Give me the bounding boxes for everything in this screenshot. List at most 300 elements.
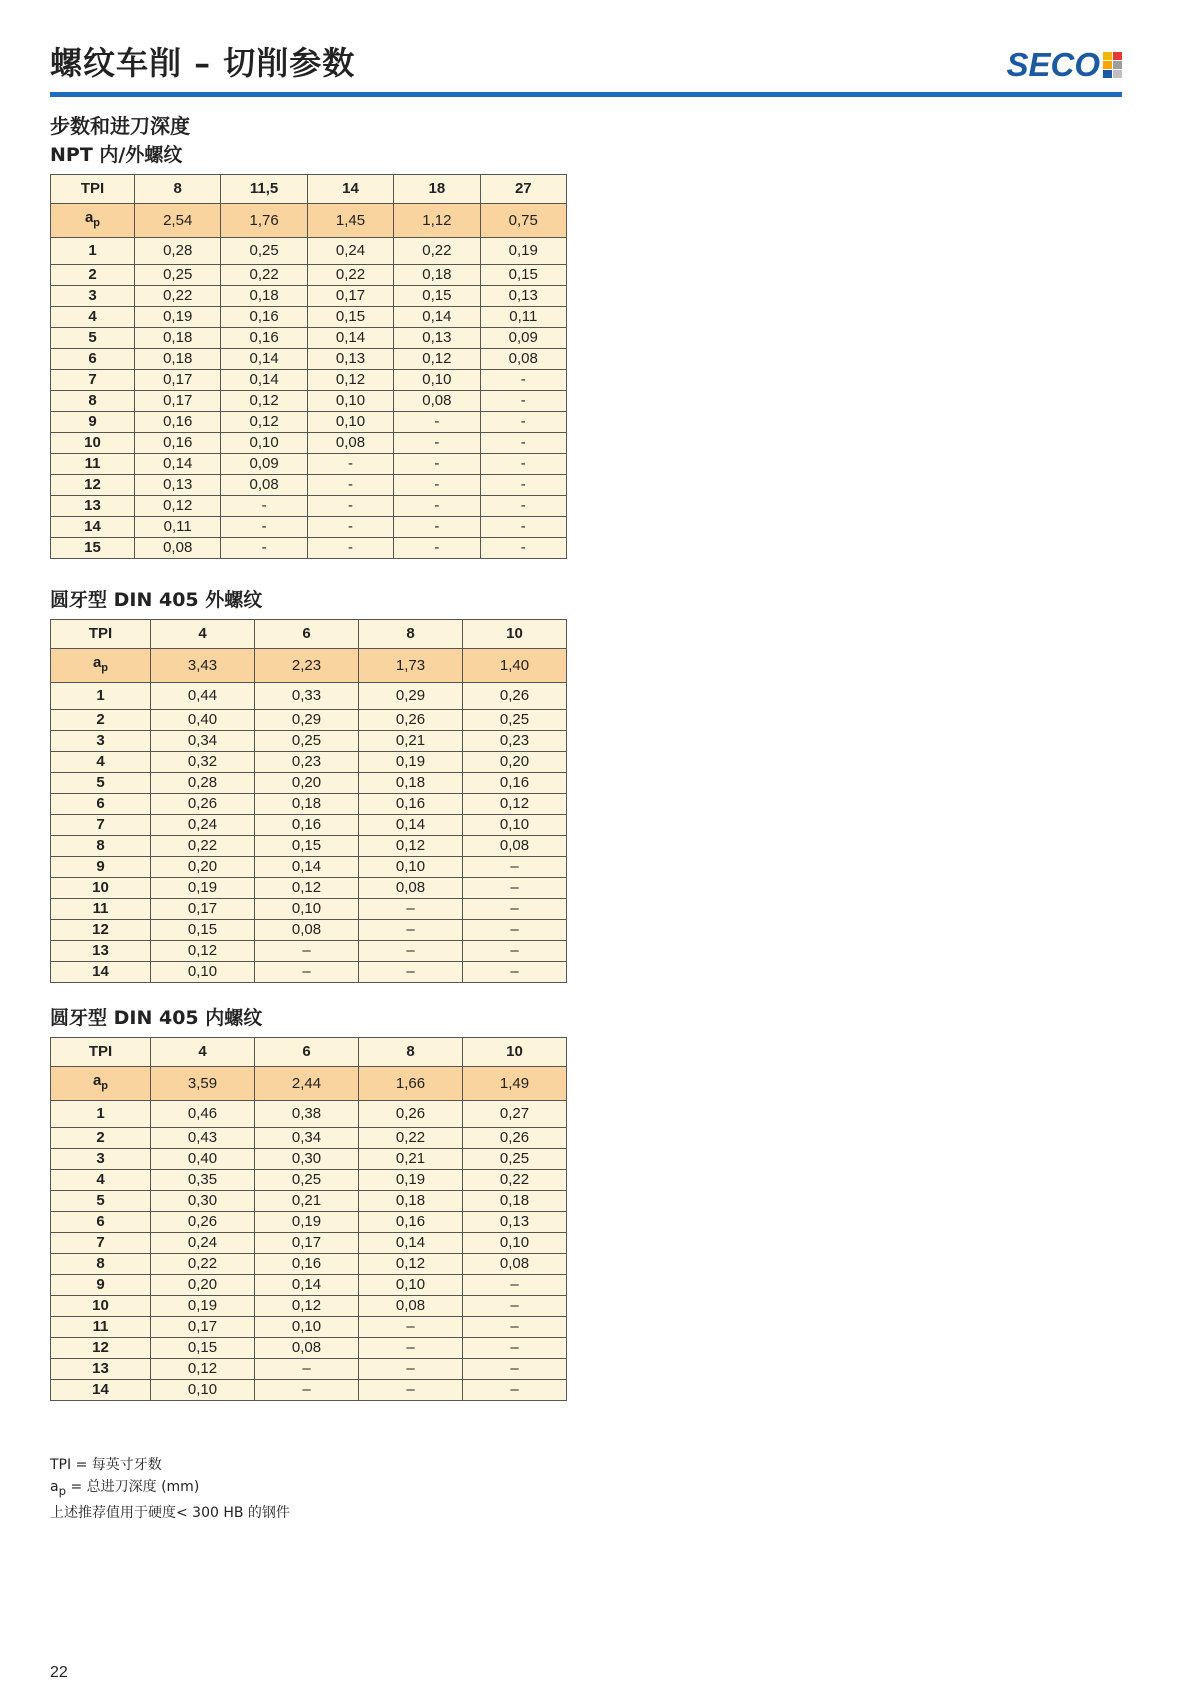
depth-value-cell: 0,11	[135, 517, 221, 538]
depth-value-cell: –	[463, 899, 567, 920]
depth-value-cell: 0,10	[359, 857, 463, 878]
pass-number-cell: 9	[51, 1275, 151, 1296]
depth-value-cell: -	[394, 538, 480, 559]
tpi-column-header: 4	[151, 1038, 255, 1067]
pass-number-cell: 14	[51, 1380, 151, 1401]
pass-row	[51, 1338, 567, 1359]
depth-value-cell: 0,10	[463, 1233, 567, 1254]
pass-row	[51, 1233, 567, 1254]
tpi-header-cell: TPI	[51, 175, 135, 204]
pass-row	[51, 836, 567, 857]
header-row	[51, 620, 567, 649]
depth-value-cell: 0,13	[135, 475, 221, 496]
logo-square	[1113, 61, 1122, 69]
logo-square	[1103, 52, 1112, 60]
depth-value-cell: 0,22	[463, 1170, 567, 1191]
depth-value-cell: 0,12	[307, 370, 393, 391]
tpi-column-header: 4	[151, 620, 255, 649]
depth-value-cell: -	[480, 496, 566, 517]
depth-value-cell: –	[359, 1380, 463, 1401]
depth-value-cell: 0,08	[221, 475, 307, 496]
depth-value-cell: 0,17	[151, 899, 255, 920]
depth-value-cell: 0,29	[359, 683, 463, 710]
depth-value-cell: 0,12	[151, 941, 255, 962]
pass-number-cell: 6	[51, 1212, 151, 1233]
pass-row	[51, 349, 567, 370]
depth-value-cell: -	[307, 496, 393, 517]
depth-value-cell: 0,09	[221, 454, 307, 475]
depth-value-cell: 0,23	[463, 731, 567, 752]
page-number: 22	[50, 1664, 68, 1681]
depth-value-cell: 0,26	[359, 710, 463, 731]
depth-value-cell: 0,10	[463, 815, 567, 836]
pass-number-cell: 7	[51, 370, 135, 391]
depth-value-cell: 0,12	[463, 794, 567, 815]
pass-row	[51, 496, 567, 517]
pass-row	[51, 433, 567, 454]
pass-number-cell: 4	[51, 307, 135, 328]
pass-number-cell: 2	[51, 265, 135, 286]
depth-value-cell: 0,15	[480, 265, 566, 286]
depth-value-cell: 0,17	[135, 370, 221, 391]
depth-value-cell: 0,10	[255, 899, 359, 920]
depth-value-cell: 0,14	[135, 454, 221, 475]
pass-row	[51, 815, 567, 836]
pass-number-cell: 9	[51, 412, 135, 433]
pass-row	[51, 391, 567, 412]
pass-row	[51, 1275, 567, 1296]
depth-value-cell: 0,10	[359, 1275, 463, 1296]
depth-value-cell: –	[359, 1317, 463, 1338]
depth-value-cell: 0,24	[307, 238, 393, 265]
depth-value-cell: –	[255, 941, 359, 962]
depth-value-cell: –	[463, 1296, 567, 1317]
pass-row	[51, 1317, 567, 1338]
depth-value-cell: –	[463, 941, 567, 962]
depth-value-cell: –	[463, 857, 567, 878]
depth-value-cell: 0,24	[151, 1233, 255, 1254]
header-rule	[50, 92, 1122, 97]
tpi-column-header: 8	[359, 620, 463, 649]
depth-value-cell: 0,10	[394, 370, 480, 391]
depth-value-cell: 0,08	[359, 878, 463, 899]
pass-row	[51, 1296, 567, 1317]
pass-row	[51, 1128, 567, 1149]
pass-row	[51, 683, 567, 710]
depth-value-cell: -	[394, 412, 480, 433]
depth-value-cell: –	[359, 1359, 463, 1380]
pass-number-cell: 13	[51, 496, 135, 517]
depth-value-cell: 0,12	[255, 1296, 359, 1317]
ap-symbol: a	[92, 1072, 102, 1089]
depth-value-cell: 0,08	[480, 349, 566, 370]
depth-value-cell: 0,34	[255, 1128, 359, 1149]
depth-value-cell: 0,18	[394, 265, 480, 286]
depth-value-cell: 0,20	[151, 857, 255, 878]
ap-value-cell: 2,54	[135, 204, 221, 238]
depth-value-cell: 0,12	[151, 1359, 255, 1380]
din405-external-table	[50, 619, 567, 983]
depth-value-cell: -	[394, 433, 480, 454]
depth-value-cell: -	[480, 433, 566, 454]
depth-value-cell: 0,33	[255, 683, 359, 710]
pass-number-cell: 2	[51, 1128, 151, 1149]
depth-value-cell: -	[394, 475, 480, 496]
pass-number-cell: 4	[51, 752, 151, 773]
depth-value-cell: 0,18	[135, 328, 221, 349]
ap-value-cell: 1,73	[359, 649, 463, 683]
depth-value-cell: –	[463, 1338, 567, 1359]
depth-value-cell: 0,44	[151, 683, 255, 710]
ap-row	[51, 1067, 567, 1101]
ap-value-cell: 1,45	[307, 204, 393, 238]
depth-value-cell: -	[221, 517, 307, 538]
depth-value-cell: 0,28	[151, 773, 255, 794]
depth-value-cell: -	[480, 517, 566, 538]
ap-value-cell: 3,43	[151, 649, 255, 683]
depth-value-cell: –	[463, 1380, 567, 1401]
depth-value-cell: -	[394, 496, 480, 517]
depth-value-cell: 0,17	[255, 1233, 359, 1254]
pass-number-cell: 9	[51, 857, 151, 878]
ap-label-cell	[51, 649, 151, 683]
depth-value-cell: 0,16	[255, 815, 359, 836]
depth-value-cell: 0,08	[255, 1338, 359, 1359]
footnote-ap	[50, 1476, 290, 1502]
depth-value-cell: 0,22	[151, 836, 255, 857]
depth-value-cell: 0,19	[151, 878, 255, 899]
depth-value-cell: 0,21	[359, 1149, 463, 1170]
pass-number-cell: 10	[51, 878, 151, 899]
depth-value-cell: 0,08	[307, 433, 393, 454]
depth-value-cell: 0,17	[135, 391, 221, 412]
pass-row	[51, 1101, 567, 1128]
depth-value-cell: 0,17	[151, 1317, 255, 1338]
pass-number-cell: 3	[51, 286, 135, 307]
depth-value-cell: 0,15	[151, 920, 255, 941]
footnote-hardness: 上述推荐值用于硬度< 300 HB 的钢件	[50, 1504, 290, 1521]
depth-value-cell: –	[255, 1359, 359, 1380]
depth-value-cell: –	[463, 1275, 567, 1296]
npt-table	[50, 174, 567, 559]
depth-value-cell: 0,32	[151, 752, 255, 773]
pass-number-cell: 10	[51, 1296, 151, 1317]
ap-value-cell: 1,66	[359, 1067, 463, 1101]
pass-number-cell: 7	[51, 815, 151, 836]
depth-value-cell: 0,12	[221, 412, 307, 433]
ap-value-cell: 1,49	[463, 1067, 567, 1101]
pass-row	[51, 538, 567, 559]
depth-value-cell: -	[221, 538, 307, 559]
depth-value-cell: 0,29	[255, 710, 359, 731]
section-title-din405-external: 圆牙型 DIN 405 外螺纹	[50, 589, 263, 611]
depth-value-cell: -	[307, 538, 393, 559]
depth-value-cell: -	[221, 496, 307, 517]
depth-value-cell: 0,09	[480, 328, 566, 349]
depth-value-cell: 0,38	[255, 1101, 359, 1128]
tpi-header-cell: TPI	[51, 1038, 151, 1067]
depth-value-cell: –	[255, 1380, 359, 1401]
depth-value-cell: –	[255, 962, 359, 983]
pass-number-cell: 3	[51, 1149, 151, 1170]
depth-value-cell: 0,17	[307, 286, 393, 307]
depth-value-cell: 0,10	[151, 962, 255, 983]
depth-value-cell: 0,16	[135, 412, 221, 433]
depth-value-cell: 0,14	[255, 857, 359, 878]
depth-value-cell: -	[307, 454, 393, 475]
pass-row	[51, 773, 567, 794]
depth-value-cell: 0,15	[394, 286, 480, 307]
pass-row	[51, 1191, 567, 1212]
depth-value-cell: 0,14	[221, 370, 307, 391]
logo-square	[1113, 70, 1122, 78]
pass-number-cell: 5	[51, 328, 135, 349]
logo-mark-icon	[1103, 52, 1122, 78]
depth-value-cell: 0,25	[463, 710, 567, 731]
depth-value-cell: -	[480, 454, 566, 475]
pass-number-cell: 13	[51, 941, 151, 962]
depth-value-cell: -	[480, 391, 566, 412]
pass-row	[51, 1212, 567, 1233]
depth-value-cell: 0,26	[359, 1101, 463, 1128]
depth-value-cell: 0,14	[359, 815, 463, 836]
depth-value-cell: 0,19	[359, 1170, 463, 1191]
tpi-column-header: 18	[394, 175, 480, 204]
pass-row	[51, 941, 567, 962]
depth-value-cell: 0,10	[307, 391, 393, 412]
depth-value-cell: 0,18	[359, 1191, 463, 1212]
logo-square	[1113, 52, 1122, 60]
ap-value-cell: 2,44	[255, 1067, 359, 1101]
depth-value-cell: -	[480, 412, 566, 433]
depth-value-cell: 0,12	[359, 1254, 463, 1275]
pass-number-cell: 3	[51, 731, 151, 752]
pass-number-cell: 6	[51, 349, 135, 370]
ap-value-cell: 1,76	[221, 204, 307, 238]
pass-row	[51, 1149, 567, 1170]
depth-value-cell: -	[394, 517, 480, 538]
depth-value-cell: 0,27	[463, 1101, 567, 1128]
pass-row	[51, 370, 567, 391]
pass-row	[51, 265, 567, 286]
tpi-column-header: 10	[463, 1038, 567, 1067]
pass-row	[51, 412, 567, 433]
depth-value-cell: 0,14	[359, 1233, 463, 1254]
depth-value-cell: 0,19	[359, 752, 463, 773]
depth-value-cell: 0,13	[307, 349, 393, 370]
depth-value-cell: -	[480, 475, 566, 496]
pass-row	[51, 794, 567, 815]
depth-value-cell: –	[359, 1338, 463, 1359]
depth-value-cell: 0,10	[221, 433, 307, 454]
pass-row	[51, 920, 567, 941]
depth-value-cell: 0,13	[463, 1212, 567, 1233]
pass-row	[51, 1170, 567, 1191]
ap-value-cell: 3,59	[151, 1067, 255, 1101]
footnote-ap-text: = 总进刀深度 (mm)	[66, 1479, 200, 1495]
depth-value-cell: 0,19	[255, 1212, 359, 1233]
tpi-column-header: 6	[255, 1038, 359, 1067]
depth-value-cell: 0,14	[394, 307, 480, 328]
depth-value-cell: 0,19	[151, 1296, 255, 1317]
depth-value-cell: –	[463, 878, 567, 899]
depth-value-cell: 0,08	[463, 836, 567, 857]
depth-value-cell: –	[359, 941, 463, 962]
pass-number-cell: 8	[51, 1254, 151, 1275]
depth-value-cell: 0,12	[221, 391, 307, 412]
depth-value-cell: 0,24	[151, 815, 255, 836]
pass-number-cell: 15	[51, 538, 135, 559]
depth-value-cell: 0,08	[255, 920, 359, 941]
ap-value-cell: 1,12	[394, 204, 480, 238]
depth-value-cell: 0,14	[255, 1275, 359, 1296]
tpi-column-header: 8	[135, 175, 221, 204]
pass-row	[51, 286, 567, 307]
pass-number-cell: 13	[51, 1359, 151, 1380]
tpi-column-header: 8	[359, 1038, 463, 1067]
depth-value-cell: 0,19	[480, 238, 566, 265]
depth-value-cell: –	[463, 1359, 567, 1380]
depth-value-cell: 0,10	[151, 1380, 255, 1401]
pass-number-cell: 1	[51, 683, 151, 710]
depth-value-cell: 0,46	[151, 1101, 255, 1128]
depth-value-cell: -	[480, 370, 566, 391]
pass-row	[51, 1254, 567, 1275]
depth-value-cell: 0,26	[151, 1212, 255, 1233]
ap-value-cell: 0,75	[480, 204, 566, 238]
depth-value-cell: 0,19	[135, 307, 221, 328]
pass-number-cell: 5	[51, 1191, 151, 1212]
depth-value-cell: 0,18	[255, 794, 359, 815]
depth-value-cell: 0,26	[463, 683, 567, 710]
depth-value-cell: 0,14	[221, 349, 307, 370]
tpi-column-header: 10	[463, 620, 567, 649]
depth-value-cell: 0,21	[359, 731, 463, 752]
depth-value-cell: 0,20	[255, 773, 359, 794]
depth-value-cell: 0,30	[255, 1149, 359, 1170]
pass-row	[51, 454, 567, 475]
tpi-column-header: 14	[307, 175, 393, 204]
depth-value-cell: –	[359, 899, 463, 920]
depth-value-cell: 0,22	[394, 238, 480, 265]
pass-number-cell: 1	[51, 238, 135, 265]
depth-value-cell: –	[463, 1317, 567, 1338]
pass-row	[51, 731, 567, 752]
depth-value-cell: 0,14	[307, 328, 393, 349]
depth-value-cell: 0,18	[221, 286, 307, 307]
pass-number-cell: 14	[51, 962, 151, 983]
depth-value-cell: 0,40	[151, 1149, 255, 1170]
pass-number-cell: 5	[51, 773, 151, 794]
pass-number-cell: 1	[51, 1101, 151, 1128]
din405-internal-table	[50, 1037, 567, 1401]
depth-value-cell: 0,34	[151, 731, 255, 752]
pass-row	[51, 962, 567, 983]
ap-subscript: p	[93, 217, 101, 229]
ap-row	[51, 649, 567, 683]
logo-text: SECO	[1006, 46, 1100, 83]
depth-value-cell: 0,25	[135, 265, 221, 286]
depth-value-cell: 0,08	[135, 538, 221, 559]
depth-value-cell: 0,40	[151, 710, 255, 731]
page-header	[50, 38, 1122, 98]
depth-value-cell: -	[307, 517, 393, 538]
pass-number-cell: 14	[51, 517, 135, 538]
depth-value-cell: 0,08	[359, 1296, 463, 1317]
pass-number-cell: 11	[51, 899, 151, 920]
depth-value-cell: 0,22	[359, 1128, 463, 1149]
depth-value-cell: 0,20	[463, 752, 567, 773]
pass-number-cell: 2	[51, 710, 151, 731]
depth-value-cell: –	[463, 962, 567, 983]
seco-logo	[1006, 46, 1122, 84]
depth-value-cell: 0,15	[255, 836, 359, 857]
pass-number-cell: 7	[51, 1233, 151, 1254]
depth-value-cell: 0,26	[463, 1128, 567, 1149]
depth-value-cell: 0,08	[463, 1254, 567, 1275]
depth-value-cell: 0,16	[359, 1212, 463, 1233]
depth-value-cell: 0,15	[151, 1338, 255, 1359]
logo-square	[1103, 61, 1112, 69]
pass-number-cell: 8	[51, 391, 135, 412]
depth-value-cell: 0,22	[151, 1254, 255, 1275]
depth-value-cell: 0,12	[135, 496, 221, 517]
depth-value-cell: -	[480, 538, 566, 559]
depth-value-cell: 0,25	[221, 238, 307, 265]
depth-value-cell: 0,10	[307, 412, 393, 433]
pass-row	[51, 899, 567, 920]
footnote-ap-subscript: p	[58, 1483, 66, 1498]
depth-value-cell: 0,13	[394, 328, 480, 349]
depth-value-cell: –	[359, 920, 463, 941]
section-title-din405-internal: 圆牙型 DIN 405 内螺纹	[50, 1007, 263, 1029]
pass-number-cell: 11	[51, 1317, 151, 1338]
depth-value-cell: 0,08	[394, 391, 480, 412]
depth-value-cell: -	[394, 454, 480, 475]
ap-label-cell	[51, 1067, 151, 1101]
header-row	[51, 175, 567, 204]
pass-row	[51, 238, 567, 265]
ap-row	[51, 204, 567, 238]
pass-row	[51, 517, 567, 538]
pass-number-cell: 12	[51, 1338, 151, 1359]
pass-number-cell: 4	[51, 1170, 151, 1191]
header-row	[51, 1038, 567, 1067]
pass-row	[51, 710, 567, 731]
depth-value-cell: 0,16	[221, 328, 307, 349]
pass-row	[51, 752, 567, 773]
footnotes	[50, 1454, 290, 1524]
page-subtitle: 步数和进刀深度	[50, 114, 190, 138]
depth-value-cell: 0,11	[480, 307, 566, 328]
depth-value-cell: 0,18	[463, 1191, 567, 1212]
pass-row	[51, 328, 567, 349]
pass-row	[51, 1359, 567, 1380]
ap-label-cell	[51, 204, 135, 238]
depth-value-cell: 0,13	[480, 286, 566, 307]
depth-value-cell: 0,18	[135, 349, 221, 370]
ap-subscript: p	[101, 1080, 109, 1092]
pass-row	[51, 1380, 567, 1401]
depth-value-cell: 0,10	[255, 1317, 359, 1338]
depth-value-cell: 0,12	[255, 878, 359, 899]
pass-number-cell: 8	[51, 836, 151, 857]
pass-row	[51, 878, 567, 899]
tpi-header-cell: TPI	[51, 620, 151, 649]
section-title-npt: NPT 内/外螺纹	[50, 144, 183, 166]
depth-value-cell: 0,26	[151, 794, 255, 815]
ap-subscript: p	[101, 662, 109, 674]
